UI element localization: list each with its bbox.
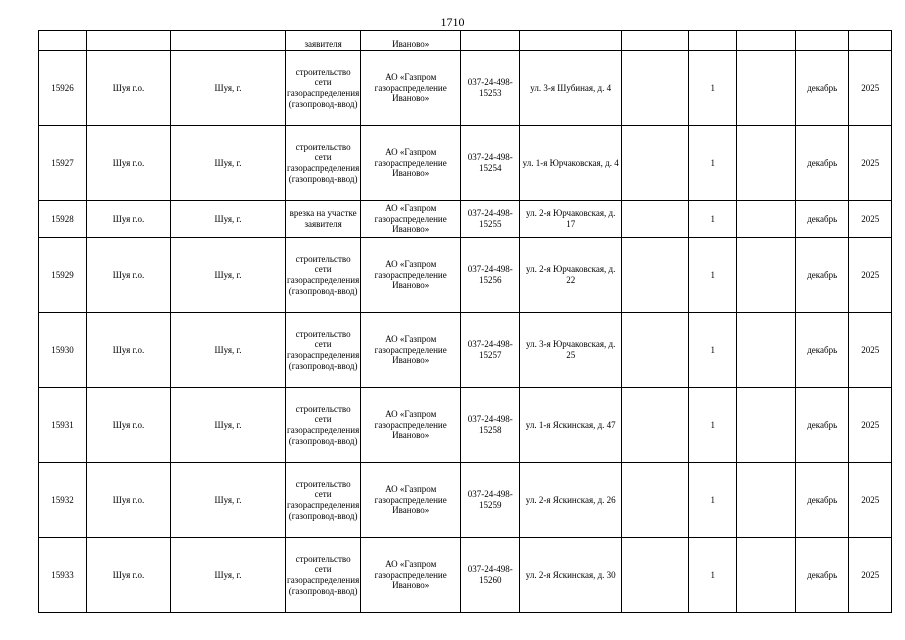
cell-year: 2025 [849,201,892,238]
cell-address: ул. 1-я Яскинская, д. 47 [520,388,622,463]
cell-quantity: 1 [689,313,737,388]
cell-code: 037-24-498-15260 [461,538,520,613]
cell-empty [737,388,796,463]
cell-empty [689,31,737,51]
cell-year: 2025 [849,463,892,538]
cell-quantity: 1 [689,538,737,613]
table-row [39,538,892,613]
cell-locality: Шуя, г. [171,126,286,201]
table-row [39,388,892,463]
cell-empty [461,31,520,51]
cell-district: Шуя г.о. [87,238,171,313]
cell-code: 037-24-498-15258 [461,388,520,463]
cell-organization: АО «Газпром газораспределение Иваново» [361,51,461,126]
cell-month: декабрь [796,313,849,388]
cell-quantity: 1 [689,51,737,126]
cell-empty [622,201,689,238]
cell-work-type: строительство сети газораспределения (газопровод-ввод) [286,388,361,463]
table-row [39,463,892,538]
table-row [39,51,892,126]
cell-code: 037-24-498-15256 [461,238,520,313]
cell-organization: АО «Газпром газораспределение Иваново» [361,126,461,201]
cell-empty [171,31,286,51]
cell-work-type: строительство сети газораспределения (газопровод-ввод) [286,51,361,126]
table-body [39,31,892,613]
cell-empty [796,31,849,51]
cell-empty [622,463,689,538]
cell-empty [622,126,689,201]
cell-locality: Шуя, г. [171,51,286,126]
cell-code: 037-24-498-15254 [461,126,520,201]
cell-work-type: строительство сети газораспределения (газопровод-ввод) [286,126,361,201]
cell-address: ул. 2-я Юрчаковская, д. 22 [520,238,622,313]
cell-district: Шуя г.о. [87,538,171,613]
cell-district: Шуя г.о. [87,126,171,201]
cell-year: 2025 [849,388,892,463]
table-row [39,126,892,201]
cell-empty [737,463,796,538]
cell-address: ул. 3-я Шубиная, д. 4 [520,51,622,126]
cell-number: 15930 [39,313,87,388]
cell-quantity: 1 [689,201,737,238]
cell-number: 15927 [39,126,87,201]
cell-locality: Шуя, г. [171,463,286,538]
table-row [39,313,892,388]
cell-quantity: 1 [689,238,737,313]
cell-org-tail: Иваново» [361,31,461,51]
cell-work-type: строительство сети газораспределения (газопровод-ввод) [286,238,361,313]
cell-address: ул. 3-я Юрчаковская, д. 25 [520,313,622,388]
cell-work-type: врезка на участке заявителя [286,201,361,238]
cell-number: 15932 [39,463,87,538]
table-row [39,201,892,238]
cell-work-type: строительство сети газораспределения (газопровод-ввод) [286,313,361,388]
table-row-continued [39,31,892,51]
cell-work-type: строительство сети газораспределения (газопровод-ввод) [286,538,361,613]
cell-year: 2025 [849,51,892,126]
cell-month: декабрь [796,538,849,613]
cell-empty [737,31,796,51]
cell-number: 15929 [39,238,87,313]
cell-quantity: 1 [689,463,737,538]
cell-empty [849,31,892,51]
cell-district: Шуя г.о. [87,201,171,238]
cell-empty [622,388,689,463]
cell-organization: АО «Газпром газораспределение Иваново» [361,463,461,538]
cell-empty [622,51,689,126]
registry-table [38,30,892,613]
cell-month: декабрь [796,201,849,238]
table-row [39,238,892,313]
page-number: 1710 [440,15,465,29]
cell-month: декабрь [796,126,849,201]
cell-empty [737,201,796,238]
cell-district: Шуя г.о. [87,51,171,126]
cell-year: 2025 [849,126,892,201]
cell-code: 037-24-498-15253 [461,51,520,126]
cell-work-type-tail: заявителя [286,31,361,51]
cell-district: Шуя г.о. [87,463,171,538]
cell-empty [622,538,689,613]
cell-district: Шуя г.о. [87,313,171,388]
cell-address: ул. 2-я Яскинская, д. 26 [520,463,622,538]
cell-locality: Шуя, г. [171,238,286,313]
cell-empty [39,31,87,51]
cell-number: 15933 [39,538,87,613]
cell-district: Шуя г.о. [87,388,171,463]
cell-year: 2025 [849,313,892,388]
cell-address: ул. 2-я Юрчаковская, д. 17 [520,201,622,238]
cell-empty [737,313,796,388]
cell-organization: АО «Газпром газораспределение Иваново» [361,313,461,388]
cell-empty [737,238,796,313]
cell-empty [622,313,689,388]
cell-address: ул. 2-я Яскинская, д. 30 [520,538,622,613]
cell-organization: АО «Газпром газораспределение Иваново» [361,388,461,463]
cell-number: 15926 [39,51,87,126]
cell-quantity: 1 [689,126,737,201]
cell-work-type: строительство сети газораспределения (газопровод-ввод) [286,463,361,538]
cell-number: 15928 [39,201,87,238]
cell-empty [737,51,796,126]
cell-code: 037-24-498-15255 [461,201,520,238]
cell-empty [520,31,622,51]
cell-month: декабрь [796,463,849,538]
cell-locality: Шуя, г. [171,538,286,613]
cell-code: 037-24-498-15257 [461,313,520,388]
cell-address: ул. 1-я Юрчаковская, д. 4 [520,126,622,201]
cell-year: 2025 [849,538,892,613]
cell-empty [737,538,796,613]
cell-locality: Шуя, г. [171,313,286,388]
cell-organization: АО «Газпром газораспределение Иваново» [361,538,461,613]
cell-empty [622,238,689,313]
cell-locality: Шуя, г. [171,388,286,463]
cell-month: декабрь [796,388,849,463]
cell-month: декабрь [796,51,849,126]
cell-locality: Шуя, г. [171,201,286,238]
cell-month: декабрь [796,238,849,313]
cell-organization: АО «Газпром газораспределение Иваново» [361,238,461,313]
cell-year: 2025 [849,238,892,313]
cell-empty [622,31,689,51]
cell-empty [737,126,796,201]
cell-quantity: 1 [689,388,737,463]
cell-code: 037-24-498-15259 [461,463,520,538]
cell-number: 15931 [39,388,87,463]
cell-organization: АО «Газпром газораспределение Иваново» [361,201,461,238]
cell-empty [87,31,171,51]
